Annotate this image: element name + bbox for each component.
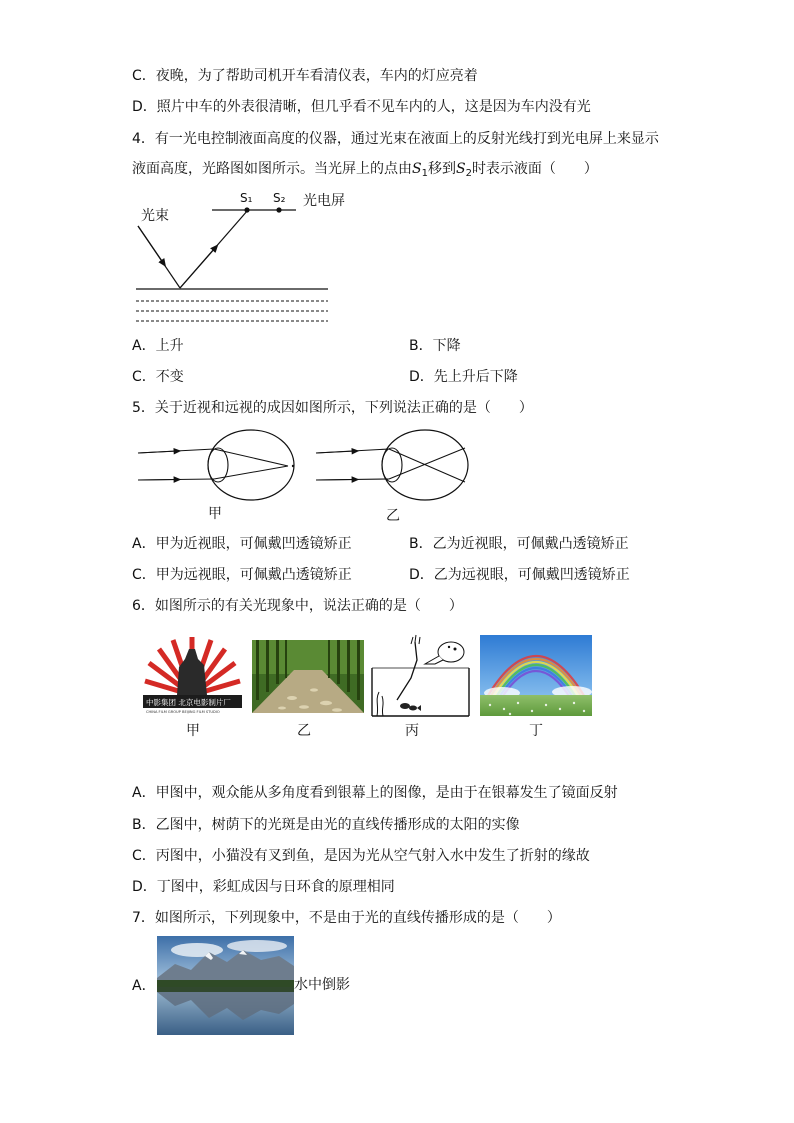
q5-stem: 5．关于近视和远视的成因如图所示，下列说法正确的是（ ）	[132, 400, 533, 416]
q4-option-d: D．先上升后下降	[409, 369, 518, 385]
q5-option-d: D．乙为远视眼，可佩戴凹透镜矫正	[409, 567, 630, 583]
beam-label: 光束	[141, 208, 169, 224]
q7-option-a-text: 水中倒影	[294, 977, 350, 993]
q4-light-path-diagram	[128, 186, 368, 328]
incident-ray-arrow	[138, 226, 164, 264]
q5-eye-diagrams	[134, 428, 474, 508]
q7-option-a-letter: A．	[132, 978, 156, 994]
q6-option-b: B．乙图中，树荫下的光斑是由光的直线传播形成的太阳的实像	[132, 817, 520, 833]
q6-caption-ding: 丁	[529, 723, 543, 739]
q6-caption-bing: 丙	[405, 723, 419, 739]
q4-stem-line1: 4．有一光电控制液面高度的仪器，通过光束在液面上的反射光线打到光电屏上来显示	[132, 131, 659, 147]
q5-caption-yi: 乙	[386, 508, 400, 524]
q5-option-c: C．甲为远视眼，可佩戴凸透镜矫正	[132, 567, 352, 583]
q5-caption-jia: 甲	[208, 506, 222, 522]
point-s1	[244, 207, 249, 212]
q3-option-c: C．夜晚，为了帮助司机开车看清仪表，车内的灯应亮着	[132, 68, 478, 84]
point-s2	[276, 207, 281, 212]
q5-option-a: A．甲为近视眼，可佩戴凹透镜矫正	[132, 536, 352, 552]
q4-option-c: C．不变	[132, 369, 184, 385]
q6-option-d: D．丁图中，彩虹成因与日环食的原理相同	[132, 879, 395, 895]
q4-option-a: A．上升	[132, 338, 184, 354]
q6-option-c: C．丙图中，小猫没有叉到鱼，是因为光从空气射入水中发生了折射的缘故	[132, 848, 590, 864]
q6-stem: 6．如图所示的有关光现象中，说法正确的是（ ）	[132, 598, 463, 614]
q6-option-a: A．甲图中，观众能从多角度看到银幕上的图像，是由于在银幕发生了镜面反射	[132, 785, 618, 801]
q6-image-bing-cat-fishing	[369, 634, 472, 718]
q5-option-b: B．乙为近视眼，可佩戴凸透镜矫正	[409, 536, 629, 552]
eye-jia	[138, 430, 294, 500]
q4-stem-line2: 液面高度，光路图如图所示。当光屏上的点由$S_1$移到$S_2$时表示液面（ ）	[132, 161, 598, 179]
q7-stem: 7．如图所示，下列现象中，不是由于光的直线传播形成的是（ ）	[132, 910, 561, 926]
s2-label: S₂	[273, 191, 286, 205]
q6-caption-yi: 乙	[297, 723, 311, 739]
q4-option-b: B．下降	[409, 338, 461, 354]
q6-image-yi-tree-shade	[252, 640, 364, 713]
q6-caption-jia: 甲	[186, 723, 200, 739]
logo-text: 中影集团 北京电影制片厂	[146, 698, 231, 707]
q6-image-jia-film-logo	[141, 637, 244, 716]
s1-label: S₁	[240, 191, 253, 205]
logo-subtext: CHINA FILM GROUP BEIJING FILM STUDIO	[146, 710, 220, 714]
q6-image-ding-rainbow	[480, 635, 592, 716]
reflected-ray-arrow	[180, 247, 216, 288]
q7-image-mountain-reflection	[157, 936, 294, 1035]
q3-option-d: D．照片中车的外表很清晰，但几乎看不见车内的人，这是因为车内没有光	[132, 99, 591, 115]
eye-yi	[316, 430, 468, 500]
screen-label: 光电屏	[303, 193, 345, 209]
